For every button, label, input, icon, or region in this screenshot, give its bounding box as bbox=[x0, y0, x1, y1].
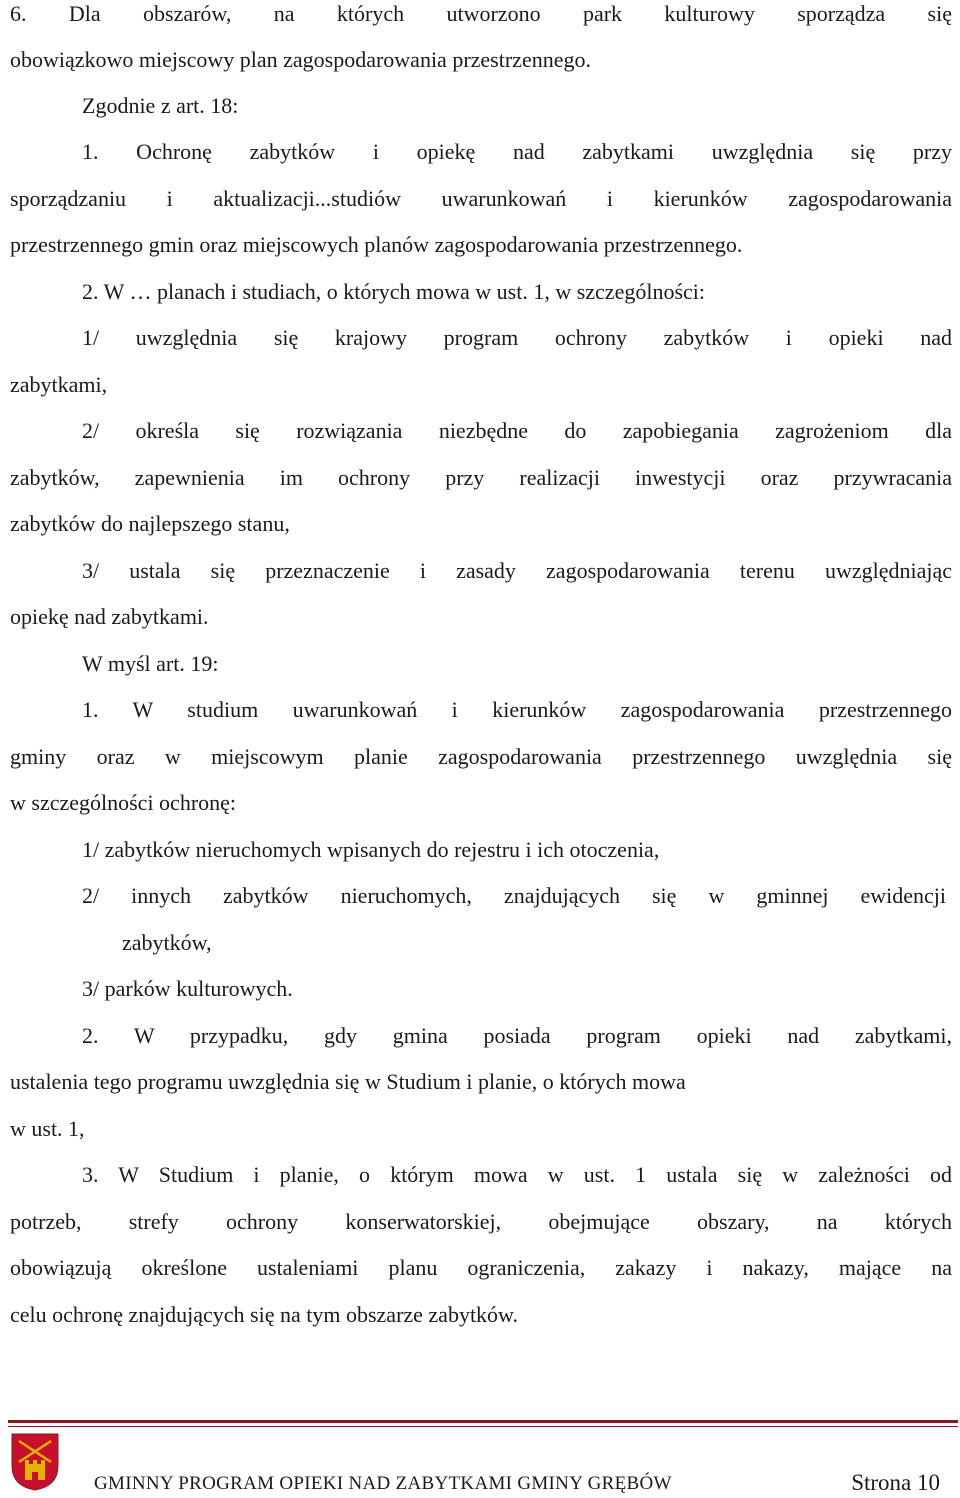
footer-document-title: GMINNY PROGRAM OPIEKI NAD ZABYTKAMI GMINY GRĘBÓW bbox=[94, 1473, 672, 1494]
text-line: 2. W przypadku, gdy gmina posiada program opieki nad zabytkami, bbox=[82, 1023, 952, 1048]
text-line: przestrzennego gmin oraz miejscowych planów zagospodarowania przestrzennego. bbox=[10, 232, 743, 257]
text-line: 6. Dla obszarów, na których utworzono park kulturowy sporządza się bbox=[10, 1, 952, 26]
text-line: obowiązkowo miejscowy plan zagospodarowania przestrzennego. bbox=[10, 47, 591, 72]
text-line: w ust. 1, bbox=[10, 1116, 85, 1141]
text-line: gminy oraz w miejscowym planie zagospodarowania przestrzennego uwzględnia się bbox=[10, 744, 952, 769]
text-line: 2/ innych zabytków nieruchomych, znajdujących się w gminnej ewidencji bbox=[82, 883, 946, 908]
text-line: obowiązują określone ustaleniami planu ograniczenia, zakazy i nakazy, mające na bbox=[10, 1255, 952, 1280]
text-line: 3/ parków kulturowych. bbox=[82, 976, 293, 1001]
text-line: zabytkami, bbox=[10, 372, 108, 397]
text-line: 2. W … planach i studiach, o których mowa w ust. 1, w szczególności: bbox=[82, 279, 706, 304]
text-line: 3. W Studium i planie, o którym mowa w ust. 1 ustala się w zależności od bbox=[82, 1162, 952, 1187]
text-line: potrzeb, strefy ochrony konserwatorskiej, obejmujące obszary, na których bbox=[10, 1209, 952, 1234]
text-line: 3/ ustala się przeznaczenie i zasady zagospodarowania terenu uwzględniając bbox=[82, 558, 952, 583]
text-line: Zgodnie z art. 18: bbox=[82, 93, 239, 118]
text-line: opiekę nad zabytkami. bbox=[10, 604, 209, 629]
footer-divider-thin bbox=[8, 1426, 958, 1427]
text-line: 1. W studium uwarunkowań i kierunków zagospodarowania przestrzennego bbox=[82, 697, 952, 722]
text-line: 1. Ochronę zabytków i opiekę nad zabytkami uwzględnia się przy bbox=[82, 139, 952, 164]
text-line: 1/ zabytków nieruchomych wpisanych do rejestru i ich otoczenia, bbox=[82, 837, 660, 862]
text-line: sporządzaniu i aktualizacji...studiów uwarunkowań i kierunków zagospodarowania bbox=[10, 186, 952, 211]
text-line: 2/ określa się rozwiązania niezbędne do zapobiegania zagrożeniom dla bbox=[82, 418, 952, 443]
text-line: zabytków, bbox=[122, 930, 212, 955]
text-line: celu ochronę znajdujących się na tym obszarze zabytków. bbox=[10, 1302, 519, 1327]
text-line: ustalenia tego programu uwzględnia się w Studium i planie, o których mowa bbox=[10, 1069, 686, 1094]
text-line: 1/ uwzględnia się krajowy program ochrony zabytków i opieki nad bbox=[82, 325, 952, 350]
footer-divider bbox=[8, 1420, 958, 1423]
page-number: Strona 10 bbox=[851, 1470, 940, 1495]
text-line: W myśl art. 19: bbox=[82, 651, 219, 676]
text-line: w szczególności ochronę: bbox=[10, 790, 237, 815]
coat-of-arms-icon bbox=[10, 1432, 60, 1492]
text-line: zabytków, zapewnienia im ochrony przy realizacji inwestycji oraz przywracania bbox=[10, 465, 952, 490]
text-line: zabytków do najlepszego stanu, bbox=[10, 511, 290, 536]
